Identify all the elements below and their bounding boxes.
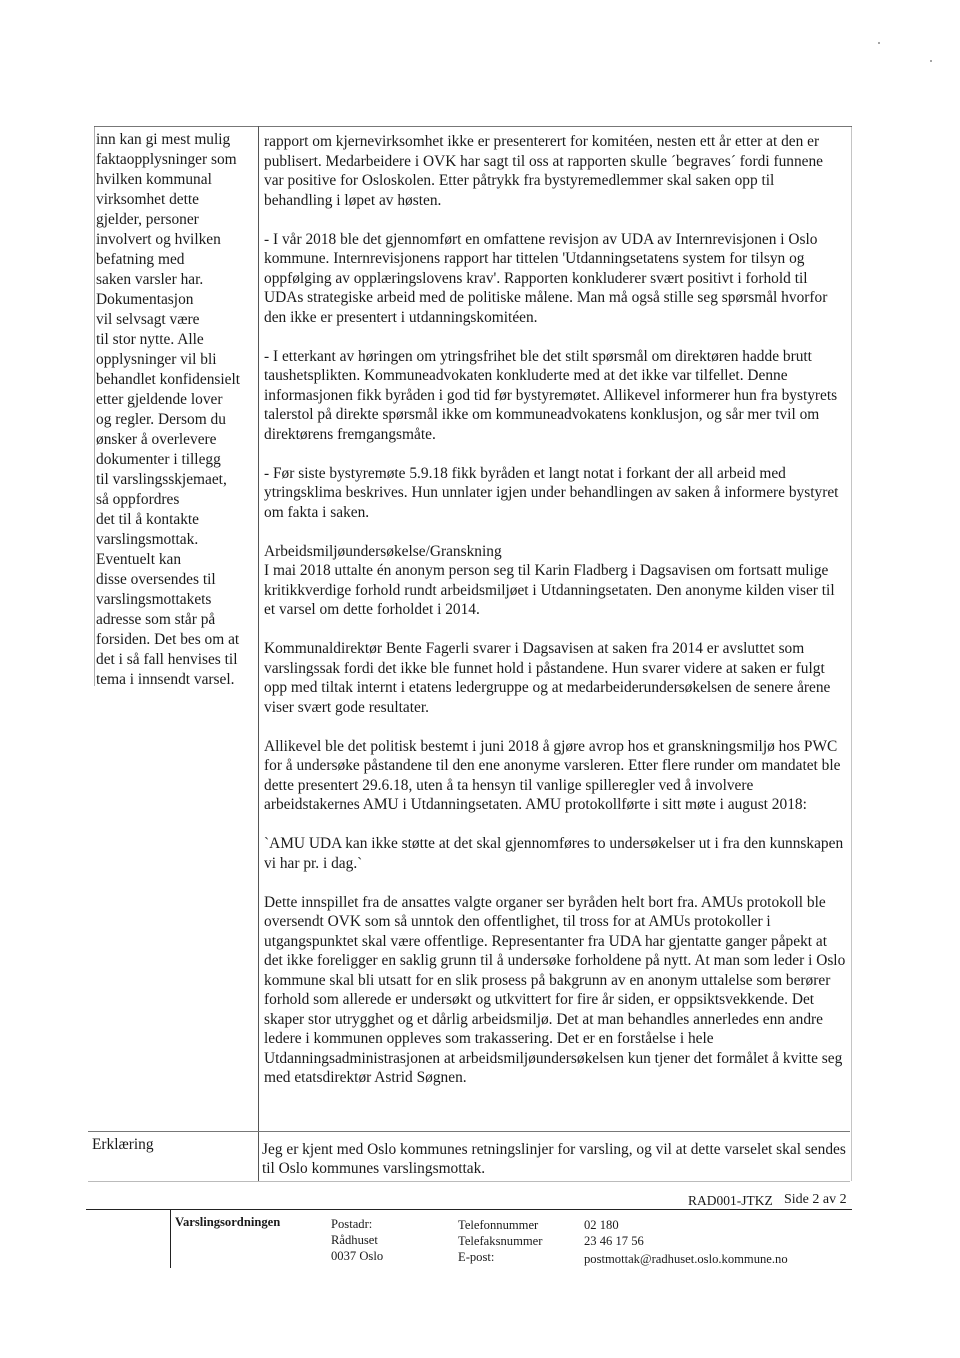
left-line: varslingsmottakets — [96, 591, 212, 608]
left-line: forsiden. Det bes om at — [96, 631, 240, 648]
left-line: tema i innsendt varsel. — [96, 671, 235, 688]
left-line: det i så fall henvises til — [96, 651, 238, 668]
left-line: inn kan gi mest mulig — [96, 131, 231, 148]
left-line: til stor nytte. Alle — [96, 331, 204, 348]
right-column-report — [264, 132, 846, 1088]
footer-contact-labels — [458, 1217, 542, 1265]
postal-line-1: Rådhuset — [331, 1233, 378, 1247]
paragraph-director-response: Kommunaldirektør Bente Fagerli svarer i Dagsavisen at saken fra 2014 er avsluttet som varslingssak fordi det ikke ble funnet hold i påstandene. Hun svarer videre at saken er fulgt opp med tiltak internt i etatens ledergruppe og at medarbeiderundersøkelsen de senere årene viser svært gode resultater. — [264, 640, 831, 716]
email-value[interactable]: postmottak@radhuset.oslo.kommune.no — [584, 1252, 788, 1266]
left-line: Eventuelt kan — [96, 551, 182, 568]
email-label: E-post: — [458, 1250, 495, 1264]
left-line: involvert og hvilken — [96, 231, 221, 248]
left-line: Dokumentasjon — [96, 291, 194, 308]
footer-rule — [86, 1209, 852, 1210]
left-line: befatning med — [96, 251, 185, 268]
scan-speck — [878, 42, 880, 44]
left-line: virksomhet dette — [96, 191, 200, 208]
footer-contact-values — [584, 1217, 788, 1267]
fax-label: Telefaksnummer — [458, 1234, 543, 1248]
footer-divider — [170, 1210, 171, 1268]
left-line: etter gjeldende lover — [96, 391, 223, 408]
postal-line-2: 0037 Oslo — [331, 1249, 384, 1263]
postal-label: Postadr: — [331, 1217, 373, 1231]
left-line: gjelder, personer — [96, 211, 199, 228]
phone-value: 02 180 — [584, 1218, 619, 1232]
left-line: hvilken kommunal — [96, 171, 212, 188]
phone-label: Telefonnummer — [458, 1218, 539, 1232]
paragraph-investigation: Allikevel ble det politisk bestemt i juni 2018 å gjøre avrop hos et granskningsmiljø hos PWC for å undersøke påstandene til den ene anonyme varsleren. Etter flere runder om mandatet ble dette presentert 29.6.18, uten å ta hensyn til vanlige spilleregler ved å involvere arbeidstakernes AMU i Utdanningsetaten. AMU protokollførte i sitt møte i august 2018: — [264, 737, 841, 813]
left-col-divider-top — [94, 126, 95, 686]
paragraph-council-meeting: - Før siste bystyremøte 5.9.18 fikk byråden et langt notat i forkant der all arbeid med ytringsklima beskrives. Hun unnlater igjen under behandlingen av saken å informere bystyret om fakta i saken. — [264, 464, 839, 521]
paragraph-confidentiality: - I etterkant av høringen om ytringsfrihet ble det stilt spørsmål om direktøren hadde brutt taushetsplikten. Kommuneadvokaten konkluderte med at det ikke var tilfellet. Denne informasjonen fikk byråden i god tid før bystyremøtet. Allikevel informerer hun fra bystyrets talerstol på direkte spørsmål ikke om kommuneadvokatens konklusjon, og sår mer tvil om direktørens fremgangsmåte. — [264, 347, 838, 443]
paragraph-conclusion: Dette innspillet fra de ansattes valgte organer ser byråden helt bort fra. AMUs protokoll ble oversendt OVK som så unntok den offentlighet, til tross for at AMUs protokoller i utgangspunktet skal være offentlige. Representanter fra UDA har gjentatte ganger påpekt at det ikke foreligger en saklig grunn til å undersøke forholdene på nytt. At man som leder i Oslo kommune skal bli utsatt for en slik prosess på bakgrunn av en anonym uttalelse som berører forhold som allerede er undersøkt og utkvittert for fire år siden, er oppsiktsvekkende. Det skaper stor utrygghet og et dårlig arbeidsmiljø. Det at man behandles annerledes enn andre ledere i kommunen oppleves som trakassering. Det er en forståelse i hele Utdanningsadministrasjonen at arbeidsmiljøundersøkelsen kun tjener det formålet å kvitte seg med etatsdirektør Astrid Søgnen. — [264, 893, 846, 1086]
left-line: og regler. Dersom du — [96, 411, 226, 428]
declaration-top-rule — [88, 1131, 850, 1132]
left-line: varslingsmottak. — [96, 531, 199, 548]
paragraph-report-status: rapport om kjernevirksomhet ikke er presenterert for komitéen, nesten ett år etter at den er publisert. Medarbeidere i OVK har sagt til oss at rapporten skulle ´begraves´ fordi funnene var positive for Osloskolen. Etter påtrykk fra bystyremedlemmer skal saken opp til behandling i løpet av høsten. — [264, 133, 824, 209]
paragraph-amu-quote: `AMU UDA kan ikke støtte at det skal gjennomføres to undersøkelser ut i fra den kunnskapen vi har pr. i dag.` — [264, 835, 844, 872]
scan-speck — [930, 60, 932, 62]
left-line: behandlet konfidensielt — [96, 371, 241, 388]
left-line: opplysninger vil bli — [96, 351, 217, 368]
table-bottom-rule — [88, 1181, 850, 1182]
footer-postal — [331, 1216, 383, 1264]
declaration-text: Jeg er kjent med Oslo kommunes retningslinjer for varsling, og vil at dette varselet skal sendes til Oslo kommunes varslingsmottak. — [262, 1141, 846, 1177]
left-line: ønsker å overlevere — [96, 431, 217, 448]
fax-value: 23 46 17 56 — [584, 1234, 644, 1248]
left-line: faktaopplysninger som — [96, 151, 237, 168]
page-number: Side 2 av 2 — [784, 1192, 847, 1207]
column-divider — [258, 126, 259, 1181]
paragraph-internal-audit: - I vår 2018 ble det gjennomført en omfattene revisjon av UDA av Internrevisjonen i Oslo kommune. Internrevisjonens rapport har tittelen 'Utdanningsetatens system for tilsyn og oppfølging av opplæringslovens krav'. Rapporten konkluderer svært positivt i forhold til UDAs strategiske arbeid med de politiske målene. Man må også stille seg spørsmål hvorfor den ikke er presentert i utdanningskomitéen. — [264, 230, 828, 326]
table-top-rule — [94, 126, 852, 127]
left-column-instructions — [96, 130, 254, 690]
left-line: det til å kontakte — [96, 511, 200, 528]
left-line: disse oversendes til — [96, 571, 216, 588]
footer-org: Varslingsordningen — [175, 1215, 281, 1229]
paragraph-anonymous-source: I mai 2018 uttalte én anonym person seg til Karin Fladberg i Dagsavisen om fortsatt mulige kritikkverdige forhold rundt arbeidsmiljøet i Utdanningsetaten. Den anonyme kilden viser til et varsel om dette forholdet i 2014. — [264, 562, 835, 618]
declaration-label: Erklæring — [92, 1136, 154, 1153]
left-line: til varslingsskjemaet, — [96, 471, 227, 488]
document-code: RAD001-JTKZ — [688, 1193, 773, 1208]
left-line: saken varsler har. — [96, 271, 204, 288]
section-heading: Arbeidsmiljøundersøkelse/Granskning — [264, 542, 502, 560]
left-line: adresse som står på — [96, 611, 216, 628]
left-line: vil selvsagt være — [96, 311, 200, 328]
left-line: så oppfordres — [96, 491, 180, 508]
left-line: dokumenter i tillegg — [96, 451, 221, 468]
right-border — [851, 126, 852, 1181]
